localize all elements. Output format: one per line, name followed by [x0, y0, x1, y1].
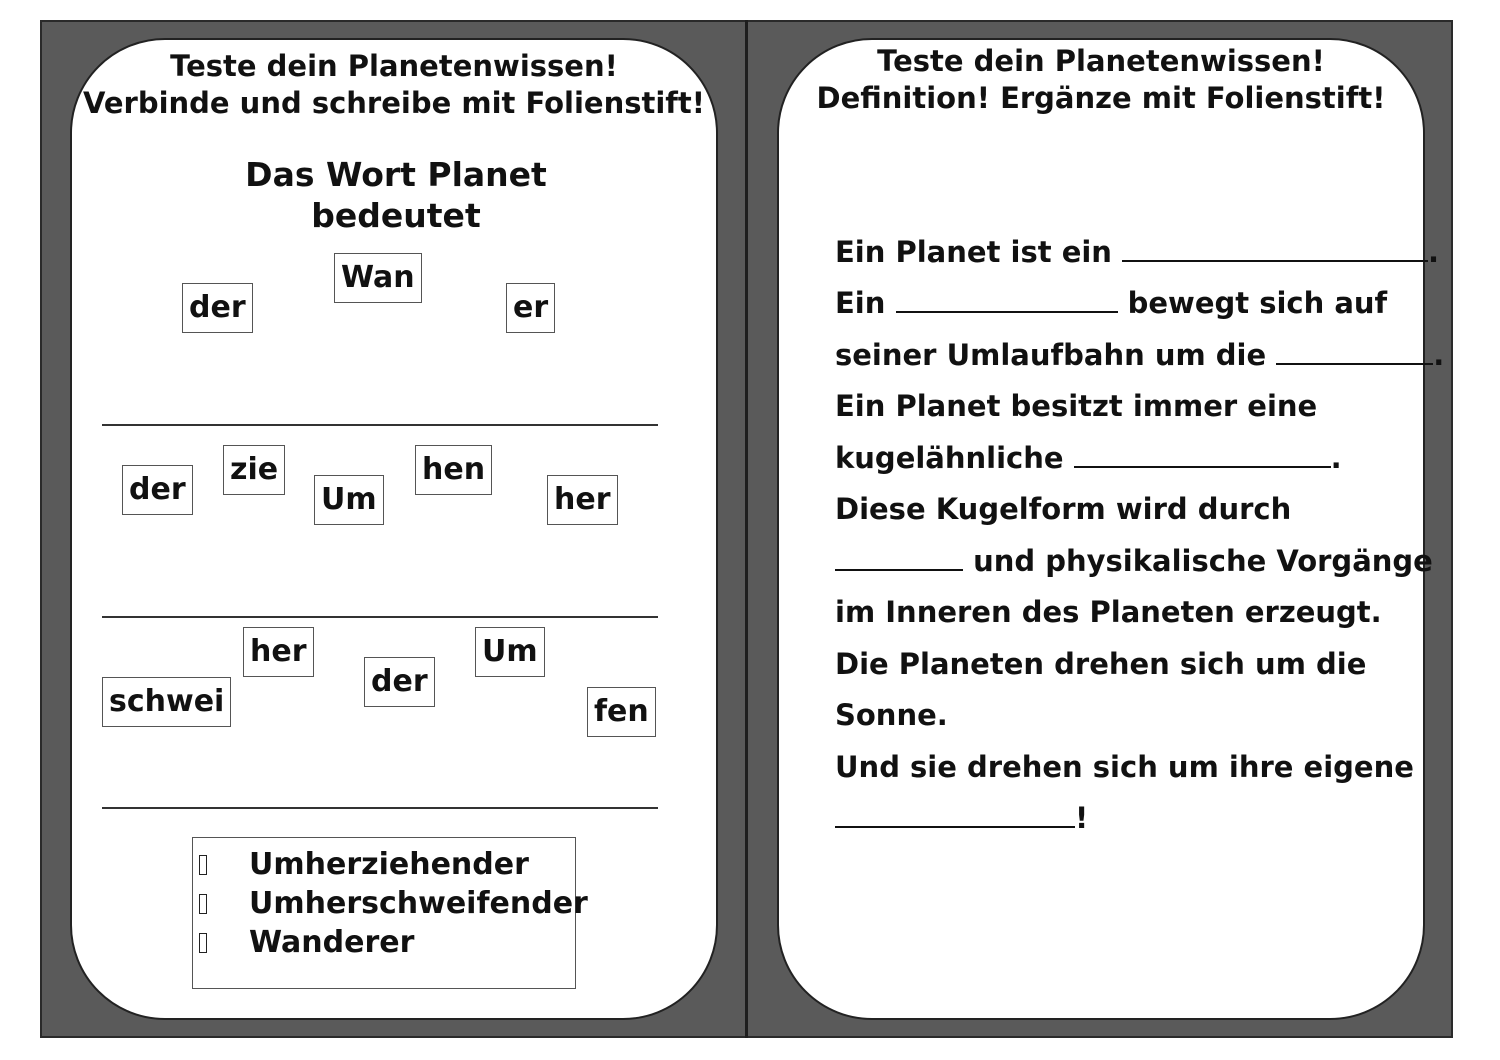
worksheet-card-right [777, 38, 1445, 1020]
definition-line [835, 438, 1342, 478]
write-line [102, 616, 658, 618]
line-text: . [1433, 338, 1445, 372]
subtitle-line: bedeutet [311, 196, 481, 235]
checkbox-icon[interactable] [199, 855, 207, 875]
syllable-tile[interactable]: er [506, 283, 555, 333]
definition-line [835, 592, 1382, 632]
line-text: im Inneren des Planeten erzeugt. [835, 595, 1382, 629]
line-text: Die Planeten drehen sich um die [835, 647, 1367, 681]
fill-in-blank[interactable] [835, 543, 963, 571]
syllable-tile[interactable]: Wan [334, 253, 422, 303]
definition-line [835, 335, 1444, 375]
card-subtitle [72, 154, 720, 236]
syllable-tile[interactable]: her [547, 475, 618, 525]
fill-in-blank[interactable] [1122, 234, 1428, 262]
syllable-tile[interactable]: schwei [102, 677, 231, 727]
definition-line [835, 644, 1366, 684]
answer-option[interactable] [193, 846, 573, 884]
syllable-tile[interactable]: fen [587, 687, 656, 737]
line-text: . [1428, 235, 1440, 269]
line-text: Ein Planet besitzt immer eine [835, 389, 1318, 423]
syllable-tile[interactable]: Um [475, 627, 545, 677]
header-line: Teste dein Planetenwissen! [877, 44, 1325, 78]
syllable-tile[interactable]: der [364, 657, 435, 707]
checkbox-icon[interactable] [199, 933, 207, 953]
line-text: bewegt sich auf [1117, 286, 1388, 320]
subtitle-line: Das Wort Planet [245, 155, 547, 194]
definition-line [835, 695, 948, 735]
definition-line [835, 232, 1439, 272]
fill-in-blank[interactable] [896, 285, 1118, 313]
header-line: Verbinde und schreibe mit Folienstift! [82, 86, 705, 120]
option-label: Wanderer [249, 925, 415, 960]
fill-in-blank[interactable] [835, 800, 1075, 828]
card-header [779, 43, 1423, 117]
definition-line [835, 283, 1387, 323]
write-line [102, 424, 658, 426]
syllable-tile[interactable]: der [182, 283, 253, 333]
line-text: ! [1075, 801, 1089, 835]
center-fold-line [745, 20, 748, 1038]
line-text: kugelähnliche [835, 441, 1074, 475]
line-text: Diese Kugelform wird durch [835, 492, 1292, 526]
header-line: Teste dein Planetenwissen! [170, 49, 618, 83]
line-text: seiner Umlaufbahn um die [835, 338, 1277, 372]
definition-line [835, 386, 1317, 426]
line-text: . [1330, 441, 1342, 475]
syllable-tile[interactable]: hen [415, 445, 492, 495]
syllable-tile[interactable]: her [243, 627, 314, 677]
line-text: Und sie drehen sich um ihre eigene [835, 750, 1414, 784]
fill-in-blank[interactable] [1074, 440, 1331, 468]
syllable-tile[interactable]: zie [223, 445, 285, 495]
line-text: und physikalische Vorgänge [963, 544, 1433, 578]
line-text: Ein [835, 286, 896, 320]
card-header [72, 48, 716, 122]
answer-options-box [192, 837, 588, 989]
fill-in-blank[interactable] [1276, 337, 1433, 365]
write-line [102, 807, 658, 809]
worksheet-card-left [70, 38, 718, 1020]
line-text: Ein Planet ist ein [835, 235, 1123, 269]
option-label: Umherziehender [249, 847, 529, 882]
syllable-tile[interactable]: Um [314, 475, 384, 525]
checkbox-icon[interactable] [199, 894, 207, 914]
line-text: Sonne. [835, 698, 948, 732]
definition-line [835, 798, 1088, 838]
definition-line [835, 747, 1414, 787]
definition-line [835, 489, 1291, 529]
answer-option[interactable] [193, 885, 588, 923]
option-label: Umherschweifender [249, 886, 588, 921]
answer-option[interactable] [193, 924, 573, 962]
syllable-tile[interactable]: der [122, 465, 193, 515]
header-line: Definition! Ergänze mit Folienstift! [816, 81, 1386, 115]
definition-line [835, 541, 1433, 581]
